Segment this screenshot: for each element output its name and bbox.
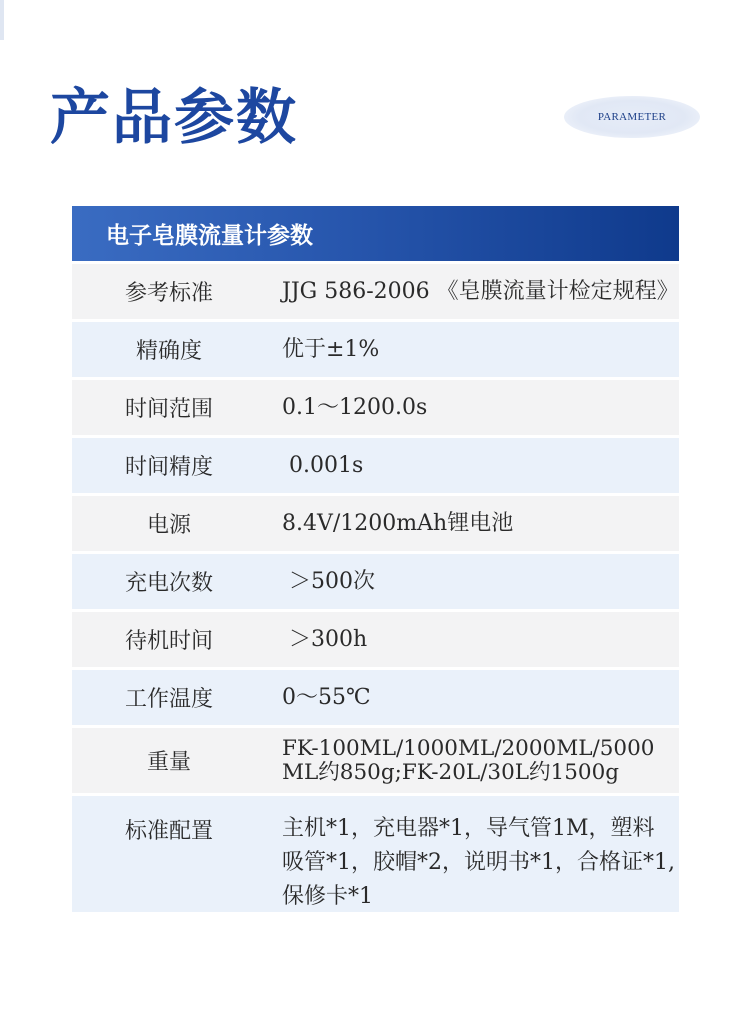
- row-value: FK-100ML/1000ML/2000ML/5000ML约850g;FK-20L/30L约1500g: [282, 735, 655, 785]
- row-value: JJG 586-2006 《皂膜流量计检定规程》: [282, 278, 679, 304]
- table-row-reference-standard: [72, 261, 679, 319]
- row-label: 重量: [146, 750, 191, 775]
- table-row-weight: [72, 725, 679, 793]
- table-row-power: [72, 493, 679, 551]
- row-label: 参考标准: [124, 281, 213, 306]
- row-value: 主机*1，充电器*1，导气管1M，塑料吸管*1，胶帽*2，说明书*1，合格证*1,保修卡*1: [282, 816, 675, 909]
- table-row-operating-temperature: [72, 667, 679, 725]
- row-label: 工作温度: [124, 687, 213, 712]
- row-value: 0.1～1200.0s: [282, 394, 428, 420]
- row-value: 0～55℃: [282, 684, 371, 710]
- row-value: 8.4V/1200mAh锂电池: [282, 510, 514, 536]
- row-value: 优于±1%: [282, 336, 380, 362]
- table-row-charge-cycles: [72, 551, 679, 609]
- row-label: 电源: [146, 513, 191, 538]
- row-label: 标准配置: [124, 819, 213, 844]
- table-row-time-range: [72, 377, 679, 435]
- parameter-badge: PARAMETER: [564, 96, 700, 138]
- row-label: 精确度: [135, 339, 202, 364]
- table-row-standby-time: [72, 609, 679, 667]
- row-value: 0.001s: [282, 452, 364, 478]
- row-value: ＞500次: [282, 568, 375, 594]
- page-title: 产品参数: [50, 83, 298, 153]
- row-label: 时间范围: [124, 397, 213, 422]
- table-header: 电子皂膜流量计参数: [72, 206, 679, 261]
- row-label: 充电次数: [124, 571, 213, 596]
- table-row-standard-configuration: [72, 793, 679, 912]
- parameter-table: [72, 206, 679, 912]
- table-row-accuracy: [72, 319, 679, 377]
- row-label: 时间精度: [124, 455, 213, 480]
- row-value: ＞300h: [282, 626, 368, 652]
- row-label: 待机时间: [124, 629, 213, 654]
- table-row-time-precision: [72, 435, 679, 493]
- corner-decoration: [0, 0, 4, 40]
